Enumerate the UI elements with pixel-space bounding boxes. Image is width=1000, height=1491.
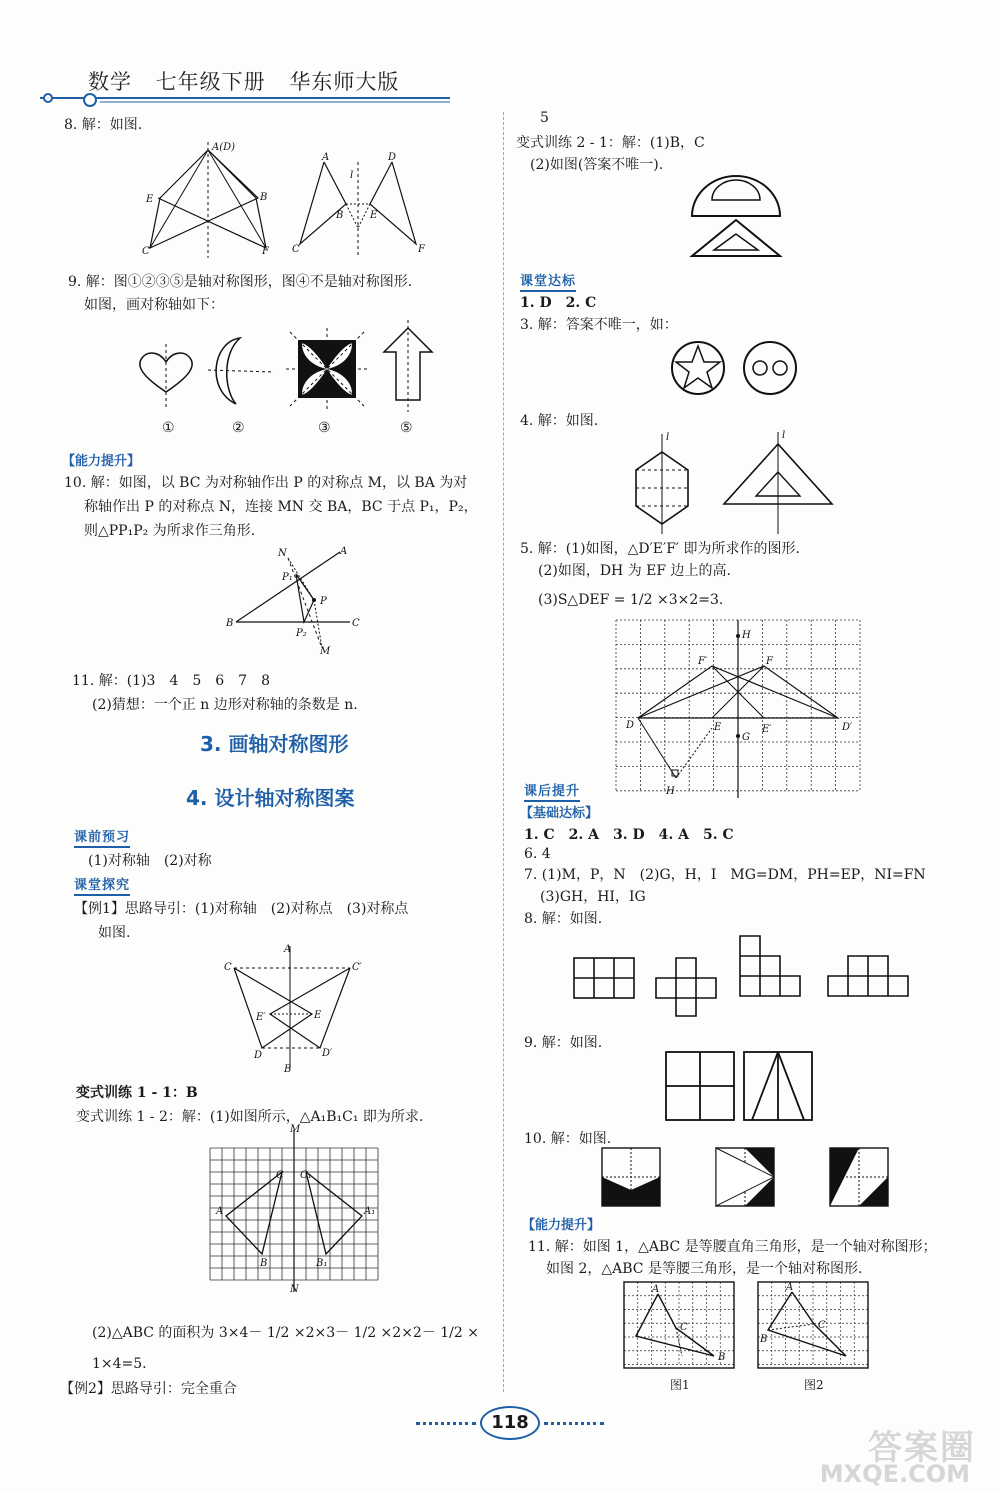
q8-label: E bbox=[370, 210, 378, 221]
q9-caption: ③ bbox=[318, 420, 331, 436]
q8-label: B bbox=[260, 192, 268, 203]
basic-11-line-1: 11. 解：如图 1，△ABC 是等腰直角三角形，是一个轴对称图形； bbox=[528, 1239, 937, 1255]
class-5-label: F bbox=[766, 656, 773, 667]
q9-line-1: 9. 解：图①②③⑤是轴对称图形，图④不是轴对称图形. bbox=[68, 274, 413, 290]
q8-label: C bbox=[142, 246, 150, 257]
q10-line-2: 称轴作出 P 的对称点 N，连接 MN 交 BA，BC 于点 P₁，P₂， bbox=[84, 499, 478, 515]
q9-caption: ⑤ bbox=[400, 420, 413, 436]
fig2-caption: 图2 bbox=[804, 1378, 824, 1392]
basic-7-line-1: 7. (1)M，P，N (2)G，H，I MG=DM，PH=EP，NI=FN bbox=[524, 867, 926, 883]
q10-line-3: 则△PP₁P₂ 为所求作三角形. bbox=[84, 523, 256, 539]
variant-2-1-line-1: 变式训练 2 - 1：解：(1)B，C bbox=[516, 135, 705, 151]
class-5-label: H bbox=[666, 786, 675, 797]
fig1-label: B bbox=[718, 1352, 726, 1363]
example-1-line-2: 如图. bbox=[98, 925, 131, 941]
up-arrow-shape bbox=[384, 320, 432, 412]
heart-shape bbox=[140, 344, 192, 408]
basic-7-line-2: (3)GH，HI，IG bbox=[540, 889, 646, 905]
q10-label: B bbox=[226, 618, 234, 629]
circle-two-dots-shape bbox=[744, 342, 796, 394]
class-4: 4. 解：如图. bbox=[520, 413, 599, 429]
q10-label: C bbox=[352, 618, 360, 629]
class-5-line-1: 5. 解：(1)如图，△D′E′F′ 即为所求作的图形. bbox=[520, 541, 800, 557]
watermark-logo: 答案圈 bbox=[868, 1428, 976, 1468]
q10-line-1: 10. 解：如图，以 BC 为对称轴作出 P 的对称点 M，以 BA 为对 bbox=[64, 475, 468, 491]
basic-10-figures bbox=[600, 1146, 892, 1208]
column-divider bbox=[503, 112, 504, 1392]
basic-11-line-2: 如图 2，△ABC 是等腰三角形，是一个轴对称图形. bbox=[546, 1261, 863, 1277]
q8-text: 8. 解：如图. bbox=[64, 117, 143, 133]
q8-figure-2 bbox=[290, 148, 430, 260]
class-4-label: l bbox=[666, 432, 670, 443]
fig1-label: C bbox=[680, 1322, 688, 1333]
protractor-triangle-figure bbox=[686, 170, 786, 260]
page-number-dots-right bbox=[544, 1422, 604, 1425]
q10-label: N bbox=[278, 548, 287, 559]
fig2-label: B bbox=[760, 1334, 768, 1345]
q10-label: P bbox=[320, 596, 327, 607]
q8-label: A bbox=[322, 152, 330, 163]
class-3: 3. 解：答案不唯一，如： bbox=[520, 317, 678, 333]
class-5-label: G bbox=[742, 732, 750, 743]
class-5-grid-figure bbox=[614, 618, 862, 800]
q10-figure bbox=[226, 544, 366, 656]
q8-label: E bbox=[146, 194, 154, 205]
basic-1-5: 1. C 2. A 3. D 4. A 5. C bbox=[524, 827, 734, 843]
v12-label: B bbox=[260, 1258, 268, 1269]
q9-line-2: 如图，画对称轴如下： bbox=[84, 297, 224, 313]
header-grade: 七年级下册 bbox=[155, 70, 266, 94]
basic-10: 10. 解：如图. bbox=[524, 1131, 612, 1147]
ability-tag-left: 【能力提升】 bbox=[62, 454, 141, 469]
fig1-caption: 图1 bbox=[670, 1378, 690, 1392]
header-rule bbox=[40, 92, 450, 106]
q10-label: A bbox=[340, 546, 348, 557]
class-tag: 课堂达标 bbox=[520, 270, 576, 292]
q8-label: l bbox=[350, 170, 354, 181]
explore-tag: 课堂探究 bbox=[74, 874, 130, 896]
top-number: 5 bbox=[540, 110, 549, 126]
q8-label: D bbox=[388, 152, 397, 163]
q8-label: B bbox=[336, 210, 344, 221]
class-5-label: E′ bbox=[762, 724, 772, 735]
ex1-label: E′ bbox=[256, 1012, 266, 1023]
ex1-label: C′ bbox=[352, 962, 362, 973]
section-4-title: 4. 设计轴对称图案 bbox=[186, 786, 355, 810]
ability-tag-right: 【能力提升】 bbox=[522, 1218, 601, 1233]
page-number: 118 bbox=[480, 1406, 540, 1440]
basic-8: 8. 解：如图. bbox=[524, 911, 603, 927]
v12-area-line-2: 1×4=5. bbox=[92, 1356, 147, 1372]
q9-figures bbox=[132, 320, 442, 430]
q9-caption: ② bbox=[232, 420, 245, 436]
q8-label: F bbox=[418, 244, 425, 255]
q10-label: P₂ bbox=[296, 628, 307, 639]
ex1-label: E bbox=[314, 1010, 322, 1021]
after-class-tag: 课后提升 bbox=[524, 780, 580, 802]
v12-area-line-1: (2)△ABC 的面积为 3×4－ 1/2 ×2×3－ 1/2 ×2×2－ 1/2 × bbox=[92, 1325, 479, 1341]
v12-label: C bbox=[276, 1170, 284, 1181]
q10-label: P₁ bbox=[282, 572, 293, 583]
ex1-label: C bbox=[224, 962, 232, 973]
class-4-label: l bbox=[782, 430, 786, 441]
q8-figure-1 bbox=[140, 140, 280, 260]
v12-label: B₁ bbox=[316, 1258, 328, 1269]
circle-star-shape bbox=[672, 342, 724, 394]
header-edition: 华东师大版 bbox=[289, 70, 400, 94]
v12-label: N bbox=[290, 1284, 299, 1295]
v12-label: A₁ bbox=[364, 1206, 376, 1217]
crescent-shape bbox=[208, 338, 274, 404]
v12-label: A bbox=[216, 1206, 224, 1217]
v12-label: C₁ bbox=[300, 1170, 312, 1181]
section-3-title: 3. 画轴对称图形 bbox=[200, 732, 349, 756]
class-5-label: H bbox=[742, 630, 751, 641]
basic-9-figures bbox=[664, 1050, 814, 1122]
class-5-label: D′ bbox=[842, 722, 853, 733]
class-5-label: D bbox=[626, 720, 635, 731]
page-number-dots-left bbox=[416, 1422, 476, 1425]
basic-tag: 【基础达标】 bbox=[520, 806, 599, 821]
q11-line-2: (2)猜想：一个正 n 边形对称轴的条数是 n. bbox=[92, 697, 358, 713]
basic-8-figures bbox=[570, 932, 914, 1016]
watermark-url: MXQE.COM bbox=[819, 1460, 970, 1488]
ex1-label: B bbox=[284, 1064, 292, 1075]
variant-1-2: 变式训练 1 - 2：解：(1)如图所示，△A₁B₁C₁ 即为所求. bbox=[76, 1109, 424, 1125]
petal-square-shape bbox=[286, 328, 368, 412]
class-5-line-3: (3)S△DEF = 1/2 ×3×2=3. bbox=[538, 592, 724, 608]
class-4-figures bbox=[626, 430, 836, 534]
basic-9: 9. 解：如图. bbox=[524, 1035, 603, 1051]
class-5-line-2: (2)如图，DH 为 EF 边上的高. bbox=[538, 563, 731, 579]
fig2-label: C bbox=[818, 1320, 826, 1331]
preview-text: (1)对称轴 (2)对称 bbox=[88, 853, 212, 869]
q8-label: A(D) bbox=[212, 142, 236, 153]
example-1-line-1: 【例1】思路导引：(1)对称轴 (2)对称点 (3)对称点 bbox=[74, 901, 409, 917]
class-3-figures bbox=[670, 340, 800, 400]
q10-label: M bbox=[320, 646, 331, 657]
header-subject: 数学 bbox=[88, 70, 132, 94]
q9-caption: ① bbox=[162, 420, 175, 436]
example-1-figure bbox=[224, 940, 374, 1074]
class-5-label: F′ bbox=[698, 656, 708, 667]
q11-line-1: 11. 解：(1)3 4 5 6 7 8 bbox=[72, 673, 270, 689]
variant-1-2-grid-figure bbox=[206, 1124, 386, 1294]
preview-tag: 课前预习 bbox=[74, 826, 130, 848]
class-1-2: 1. D 2. C bbox=[520, 295, 597, 311]
ex1-label: D′ bbox=[322, 1048, 333, 1059]
q8-label: F bbox=[262, 246, 269, 257]
fig1-label: A bbox=[652, 1284, 660, 1295]
example-2: 【例2】思路导引：完全重合 bbox=[60, 1381, 237, 1397]
class-5-label: E bbox=[714, 722, 722, 733]
variant-1-1: 变式训练 1 - 1：B bbox=[76, 1085, 198, 1101]
ex1-label: A bbox=[284, 944, 292, 955]
fig2-label: A bbox=[786, 1282, 794, 1293]
basic-11-figures bbox=[622, 1280, 882, 1370]
ex1-label: D bbox=[254, 1050, 263, 1061]
variant-2-1-line-2: (2)如图(答案不唯一). bbox=[530, 157, 664, 173]
q8-label: C bbox=[292, 244, 300, 255]
basic-6: 6. 4 bbox=[524, 846, 551, 862]
v12-label: M bbox=[290, 1124, 301, 1135]
